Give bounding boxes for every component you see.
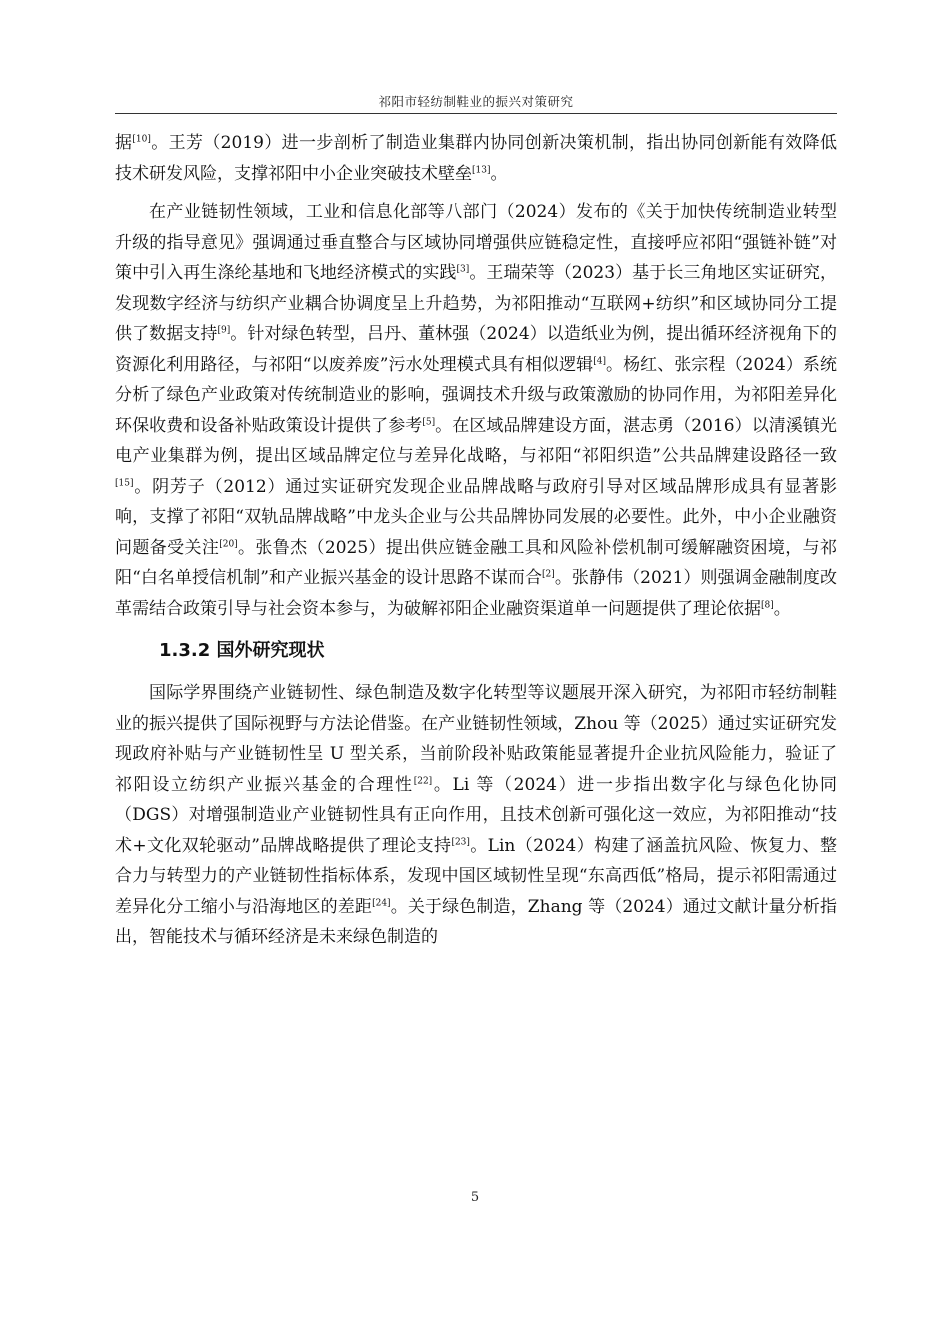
citation-ref: [23] [451,836,470,847]
text-segment: 。阴芳子（2012）通过实证研究发现企业品牌战略与政府引导对区域品牌形成具有显著影响，支撑了祁阳“双轨品牌战略”中龙头企业与公共品牌协同发展的必要性。此外，中小企业融资问题备受关注 [115,476,837,558]
citation-ref: [10] [132,134,151,145]
text-segment: 。 [773,598,791,619]
citation-ref: [4] [593,355,606,366]
citation-ref: [5] [422,416,436,427]
page-number: 5 [470,1190,480,1205]
citation-ref: [24] [372,897,391,908]
text-segment: 。 [490,163,508,184]
text-segment: 。王瑞荣等（2023）基于长三角地区实证研究，发现数字经济与纺织产业耦合协调度呈上升趋势，为祁阳推动“互联网+纺织”和区域协同分工提供了数据支持 [115,263,838,344]
citation-ref: [2] [542,569,555,580]
text-segment: 。杨红、张宗程（2024）系统分析了绿色产业政策对传统制造业的影响，强调技术升级与政策激励的协同作用，为祁阳差异化环保收费和设备补贴政策设计提供了参考 [115,354,837,436]
text-segment: 在产业链韧性领域，工业和信息化部等八部门（2024）发布的《关于加快传统制造业转型升级的指导意见》强调通过垂直整合与区域协同增强供应链稳定性，直接呼应祁阳“强链补链”对策中引入再生涤纶基地和飞地经济模式的实践 [115,202,837,283]
running-header: 祁阳市轻纺制鞋业的振兴对策研究 [378,94,574,109]
text-segment: 。王芳（2019）进一步剖析了制造业集群内协同创新决策机制，指出协同创新能有效降低技术研发风险，支撑祁阳中小企业突破技术壁垒 [115,133,838,184]
header-rule [115,113,837,114]
text-segment: 国际学界围绕产业链韧性、绿色制造及数字化转型等议题展开深入研究，为祁阳市轻纺制鞋业的振兴提供了国际视野与方法论借鉴。在产业链韧性领域，Zhou 等（2025）通过实证研究发现政府补贴与产业链韧性呈 U 型关系，当前阶段补贴政策能显著提升企业抗风险能力，验证了祁阳设立纺织产业振兴基金的合理性 [115,683,837,795]
text-segment: 。针对绿色转型，吕丹、董林强（2024）以造纸业为例，提出循环经济视角下的资源化利用路径，与祁阳“以废养废”污水处理模式具有相似逻辑 [115,324,838,375]
citation-ref: [13] [472,164,491,175]
text-segment: 。Lin（2024）构建了涵盖抗风险、恢复力、整合力与转型力的产业链韧性指标体系，发现中国区域韧性呈现“东高西低”格局，提示祁阳需通过差异化分工缩小与沿海地区的差距 [115,835,837,917]
citation-ref: [3] [456,264,470,275]
text-segment: 。张静伟（2021）则强调金融制度改革需结合政策引导与社会资本参与，为破解祁阳企业融资渠道单一问题提供了理论依据 [115,568,837,619]
text-segment: 。Li 等（2024）进一步指出数字化与绿色化协同（DGS）对增强制造业产业链韧性具有正向作用，且技术创新可强化这一效应，为祁阳推动“技术+文化双轮驱动”品牌战略提供了理论支持 [115,774,837,856]
text-segment: 据 [115,133,133,153]
paragraph-continuation [115,128,837,189]
text-segment: 。张鲁杰（2025）提出供应链金融工具和风险补偿机制可缓解融资困境，与祁阳“白名单授信机制”和产业振兴基金的设计思路不谋而合 [115,537,838,588]
body-text [115,128,837,953]
citation-ref: [8] [761,599,774,610]
section-heading: 1.3.2 国外研究现状 [159,640,325,661]
paragraph-foreign-research [115,678,837,953]
citation-ref: [20] [219,538,238,549]
paragraph-domestic-research [115,197,837,624]
citation-ref: [15] [115,477,134,488]
text-segment: 。在区域品牌建设方面，湛志勇（2016）以清溪镇光电产业集群为例，提出区域品牌定位与差异化战略，与祁阳“祁阳织造”公共品牌建设路径一致 [115,415,837,466]
citation-ref: [9] [217,325,231,336]
citation-ref: [22] [413,775,433,786]
text-segment: 。关于绿色制造，Zhang 等（2024）通过文献计量分析指出，智能技术与循环经济是未来绿色制造的 [115,896,837,947]
